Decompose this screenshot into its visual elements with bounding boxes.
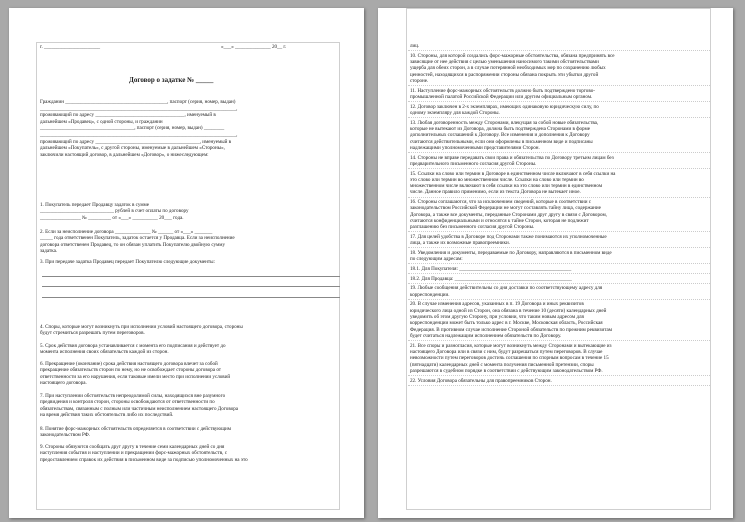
clause-divider	[408, 375, 710, 376]
clause-line: которые не вытекают из Договора, должна быть подтверждена Сторонами в форме	[410, 125, 590, 132]
clause-line: 11. Наступление форс-мажорных обстоятельств должно быть подтверждено торгово-	[410, 87, 595, 94]
clause-line: предварительного письменного согласия другой Стороны.	[410, 160, 537, 167]
clause-line: разрешаются в судебном порядке в соответствии с действующим законодательством РФ.	[410, 367, 603, 374]
clause-divider	[408, 231, 710, 232]
clause-line: договора ответственен Продавец, то он обязан уплатить Покупателю двойную сумму	[40, 241, 226, 248]
clause-line: 8. Понятие форс-мажорных обстоятельств определяется в соответствии с действующим	[40, 426, 231, 432]
clause-line: законодательством РФ.	[40, 432, 91, 439]
clause-divider	[408, 299, 710, 300]
clause-line: прекращение обязательств сторон по нему, но не освобождает стороны договора от	[40, 367, 222, 374]
clause-line: числе. Данное правило применимо, если из текста Договора не вытекает иное.	[410, 189, 581, 196]
clause-divider	[408, 263, 710, 264]
clause-line: промышленной палатой Российской Федерации или другим официальным органом.	[410, 93, 593, 100]
clause-line: на время действия таких обстоятельств либо их последствий.	[40, 412, 174, 419]
clause-line: _____________________________ рублей в счет оплаты по договору	[40, 208, 189, 215]
clause-line: будут стремиться разрешать путем переговоров.	[40, 330, 145, 337]
clause-line: 4. Споры, которые могут возникнуть при исполнении условий настоящего договора, стороны	[40, 324, 243, 330]
document-page-1	[9, 8, 364, 518]
clause-line: предвидения и контроля сторон, стороны освобождаются от ответственности по	[40, 399, 215, 406]
clause-line: юридического лица одной из Сторон, она обязана в течение 10 (десяти) календарных дней	[410, 307, 607, 314]
clause-divider	[408, 168, 710, 169]
clause-line: предоставлением справок их действия в письменном виде за подписью уполномоченных на это	[40, 456, 248, 463]
clause-line: 10. Стороны, для которой создались форс-мажорные обстоятельства, обязана предпринять все	[410, 52, 615, 59]
clause-line: (пятнадцати) календарных дней с момента получения письменной претензии, споры	[410, 361, 594, 368]
clause-line: разглашению без письменного согласия другой Стороны.	[410, 224, 535, 231]
clause-line: ценностей, находящихся в распоряжении стороны обязана покрыть эти убытки другой	[410, 71, 599, 78]
clause-line: 9. Стороны обязуются сообщать друг другу в течение семи календарных дней со дня	[40, 444, 225, 450]
clause-line: лиц.	[410, 43, 420, 49]
clause-line: 17. Для целей удобства в Договоре под Сторонами также понимаются их уполномоченные	[410, 234, 607, 240]
preamble-line: дальнейшем «Покупатель», с другой стороны, именуемые в дальнейшем «Стороны»,	[40, 145, 225, 152]
clause-line: момента исполнения своих обязательств каждой из сторон.	[40, 349, 169, 356]
documents-line	[42, 276, 340, 277]
clause-line: 20. В случае изменения адресов, указанных в п. 19 Договора и иных реквизитов	[410, 301, 584, 308]
preamble-line: _____________________________________, паспорт (серия, номер, выдан) ________	[40, 125, 225, 132]
clause-line: 21. Все споры и разногласия, которые могут возникнуть между Сторонами и вытекающие из	[410, 342, 612, 349]
clause-line: невозможности путем переговоров достичь соглашения по спорным вопросам в течение 15	[410, 355, 609, 362]
clause-divider	[408, 197, 710, 198]
preamble-line: _____________________________________________________________________________,	[40, 132, 238, 138]
clause-divider	[408, 385, 710, 386]
clause-divider	[408, 152, 710, 153]
preamble-line: дальнейшем «Продавец», с одной стороны, и гражданин	[40, 118, 163, 125]
clause-line: считаются конфиденциальными и относятся к тайне Сторон, которая не подлежит	[410, 218, 589, 224]
clause-line: 1. Покупатель передает Продавцу задаток в сумме	[40, 202, 150, 208]
clause-line: 22. Условия Договора обязательны для правопреемников Сторон.	[410, 377, 552, 384]
document-page-2	[378, 8, 733, 518]
clause-line: 5. Срок действия договора устанавливается с момента его подписания и действует до	[40, 343, 226, 349]
clause-line: 2. Если за неисполнение договора ______________ № ______ от «___» _______	[40, 229, 213, 235]
clause-line: множественном числе включают в себя ссылки на это слово или термин в единственном	[410, 183, 603, 190]
clause-divider	[408, 117, 710, 118]
clause-line: зависящие от нее действия с целью уменьшения наносимого такими обстоятельствами	[410, 59, 599, 65]
clause-line: 19. Любые сообщения действительны со дня доставки по соответствующему адресу для	[410, 285, 603, 292]
clause-line: _____ года ответственен Покупатель, задаток остается у Продавца. Если за неисполнение	[40, 235, 235, 242]
documents-line	[42, 286, 340, 287]
clause-line: будет считаться надлежащим исполнением обязательств по Договору.	[410, 332, 562, 339]
preamble-line: _____________________________________________________________________________,	[40, 105, 238, 112]
clause-line: это слово или термин во множественном числе. Ссылки на слово или термин во	[410, 176, 584, 183]
clause-line: стороне.	[410, 77, 429, 84]
clause-line: 6. Прекращение (окончание) срока действия настоящего договора влечет за собой	[40, 361, 218, 367]
clause-line: 15. Ссылки на слово или термин в Договоре в единственном числе включают в себя ссылки на	[410, 170, 616, 177]
date-field: «___» ______________ 20__ г.	[221, 44, 287, 50]
clause-line: Договора, а также все документы, переданные Сторонами друг другу в связи с Договором,	[410, 211, 607, 218]
preamble-line: проживающий по адресу ___________________________________, именуемый в	[40, 112, 216, 119]
clause-line: настоящего Договора или в связи с ним, будут разрешаться путем переговоров. В случае	[410, 348, 603, 355]
clause-line: 18.2. Для Продавца: ______________________________________________	[410, 275, 572, 282]
clause-line: по следующим адресам:	[410, 256, 463, 263]
clause-line: 7. При наступлении обстоятельств непреодолимой силы, находящихся вне разумного	[40, 393, 226, 399]
clause-line: настоящего договора.	[40, 380, 87, 387]
preamble-line: проживающий по адресу _________________________________________, именуемый в	[40, 138, 232, 145]
clause-line: задатка.	[40, 248, 58, 255]
clause-line: 18.1. Для Покупателя: ____________________________________________	[410, 266, 572, 272]
clause-line: Федерация. В противном случае исполнение Стороной обязательств по прежним реквизитам	[410, 326, 612, 333]
clause-line: дополнительных соглашений к Договору. Все изменения и дополнения к Договору	[410, 132, 590, 139]
preamble-line: заключили настоящий договор, в дальнейшем «Договор», о нижеследующем:	[40, 151, 209, 158]
clause-divider	[408, 247, 710, 248]
clause-line: обязательствам, связанным с полным или частичным неисполнением настоящего Договора	[40, 405, 239, 412]
clause-divider	[408, 85, 710, 86]
clause-line: надлежащими уполномоченными представителями Сторон.	[410, 144, 540, 151]
clause-line: 13. Любая договоренность между Сторонами, влекущая за собой новые обязательства,	[410, 119, 599, 126]
clause-line: 3. При передаче задатка Продавец передает Покупателю следующие документы:	[40, 259, 215, 265]
clause-line: 18. Уведомления и документы, передаваемые по Договору, направляются в письменном виде	[410, 250, 612, 256]
clause-line: законодательством Российской Федерации не могут составлять тайну лица, содержание	[410, 205, 601, 212]
clause-line: 14. Стороны не вправе передавать свои права и обязательства по Договору третьим лицам без	[410, 154, 614, 161]
clause-line: корреспонденции может быть только адрес в г. Москве, Московская область, Российская	[410, 320, 603, 327]
clause-line: корреспонденции.	[410, 291, 450, 298]
clause-line: 12. Договор заключен в 2-х экземплярах, имеющих одинаковую юридическую силу, по	[410, 103, 599, 110]
documents-line	[42, 297, 340, 298]
clause-divider	[408, 273, 710, 274]
clause-divider	[408, 50, 710, 51]
clause-line: ________________ № _________ от «___» __________ 20___ года.	[40, 214, 184, 221]
clause-divider	[408, 283, 710, 284]
clause-line: 16. Стороны соглашаются, что за исключением сведений, которые в соответствии с	[410, 199, 592, 206]
clause-line: наступления события и наступлении и прекращении форс-мажорных обстоятельств, с	[40, 450, 227, 457]
clause-line: одному экземпляру для каждой Стороны.	[410, 109, 500, 116]
clause-line: уведомить об этом другую Сторону, при условии, что таким новым адресом для	[410, 314, 584, 320]
preamble-line: Гражданин ________________________________________, паспорт (серия, номер, выдан)	[40, 99, 236, 105]
clause-divider	[408, 101, 710, 102]
clause-line: лица, а также их возможные правопреемники.	[410, 240, 510, 247]
clause-line: считаются действительными, если они оформлены в письменном виде и подписаны	[410, 138, 593, 145]
clause-line: ответственности за его нарушения, если таковые имели место при исполнении условий	[40, 373, 231, 380]
clause-line: ущерба для обеих сторон, а в случае потерянной необходимых мер по сохранению любых	[410, 65, 606, 72]
city-field: г. ______________________	[40, 44, 101, 50]
document-title: Договор о задатке № _____	[129, 76, 214, 84]
clause-divider	[408, 340, 710, 341]
